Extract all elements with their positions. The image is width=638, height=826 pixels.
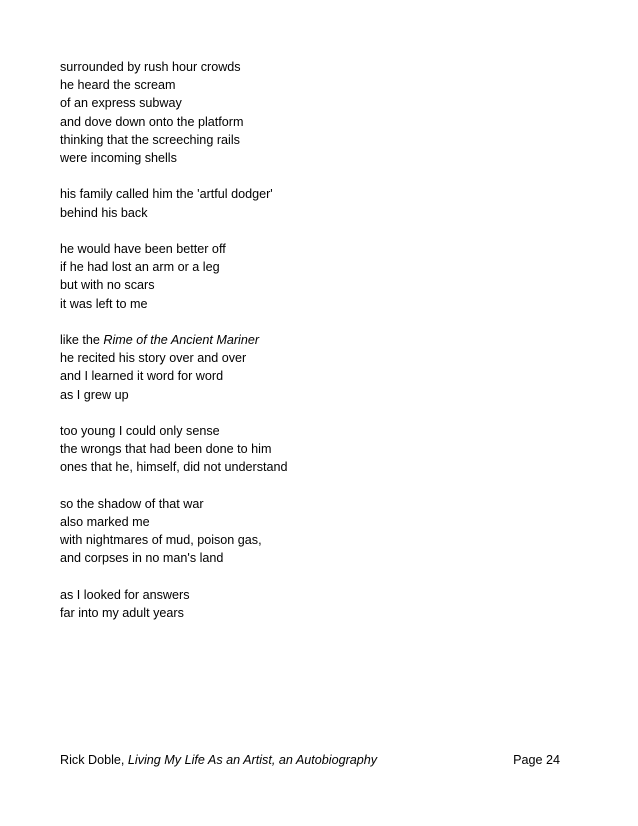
poem-line: were incoming shells xyxy=(60,151,177,166)
poem-line: and dove down onto the platform xyxy=(60,114,244,129)
footer-author: Rick Doble, xyxy=(60,753,128,767)
poem-line: the wrongs that had been done to him xyxy=(60,442,272,457)
poem-line: as I looked for answers xyxy=(60,587,190,602)
italic-work-title: Rime of the Ancient Mariner xyxy=(103,333,260,347)
poem-line: if he had lost an arm or a leg xyxy=(60,260,220,275)
stanza-7 xyxy=(60,586,580,622)
poem-line: surrounded by rush hour crowds xyxy=(60,60,241,74)
poem-line: thinking that the screeching rails xyxy=(60,132,240,147)
poem-line: as I grew up xyxy=(60,387,129,402)
page-footer xyxy=(60,751,560,769)
poem-line: it was left to me xyxy=(60,296,148,311)
poem-line: and I learned it word for word xyxy=(60,369,224,384)
poem-line-with-title xyxy=(60,331,580,349)
poem-line-prefix: like the xyxy=(60,333,104,347)
poem-line: and corpses in no man's land xyxy=(60,551,224,566)
poem-line: he recited his story over and over xyxy=(60,351,247,366)
poem-line: his family called him the 'artful dodger' xyxy=(60,187,273,202)
stanza-3 xyxy=(60,240,580,313)
poem-line: far into my adult years xyxy=(60,606,184,620)
poem-line: with nightmares of mud, poison gas, xyxy=(60,533,262,548)
poem-line: behind his back xyxy=(60,205,148,220)
footer-book-title: Living My Life As an Artist, an Autobiography xyxy=(127,753,378,767)
poem-line: so the shadow of that war xyxy=(60,496,204,511)
footer-citation xyxy=(60,751,377,769)
page-number: Page 24 xyxy=(513,753,560,767)
poem-body xyxy=(60,58,580,622)
poem-line: also marked me xyxy=(60,515,150,529)
poem-line: of an express subway xyxy=(60,96,182,111)
stanza-5 xyxy=(60,422,580,477)
stanza-1 xyxy=(60,58,580,167)
poem-line: he would have been better off xyxy=(60,242,226,256)
stanza-4 xyxy=(60,331,580,404)
poem-line: ones that he, himself, did not understand xyxy=(60,460,288,475)
poem-line: but with no scars xyxy=(60,278,155,293)
stanza-6 xyxy=(60,495,580,568)
poem-line: too young I could only sense xyxy=(60,424,220,438)
stanza-2 xyxy=(60,185,580,221)
poem-line: he heard the scream xyxy=(60,78,176,93)
